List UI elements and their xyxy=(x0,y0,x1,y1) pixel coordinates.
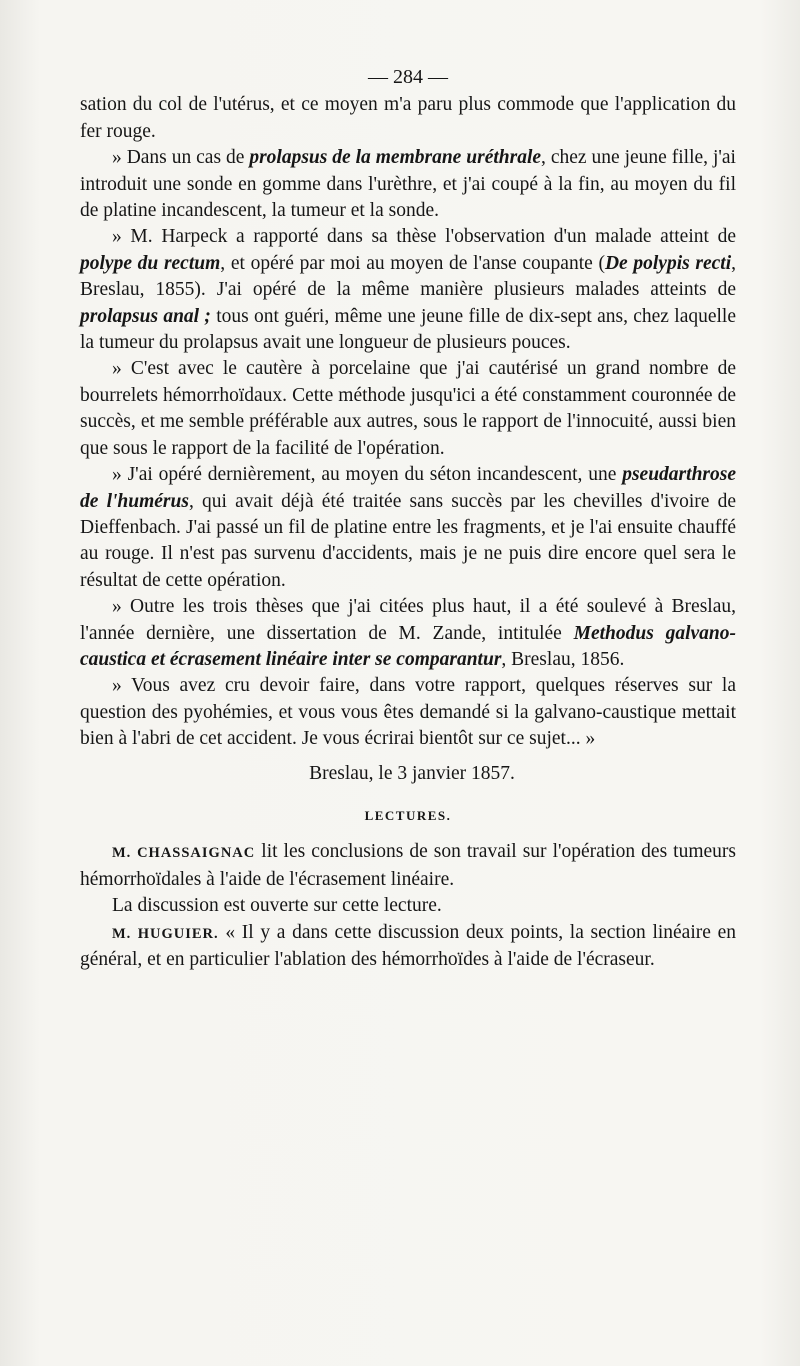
paragraph-1-text: sation du col de l'utérus, et ce moyen m'a paru plus commode que l'application du fer rouge. xyxy=(80,94,736,142)
paragraph-10-text: « Il y a dans cette discussion deux points, la section linéaire en général, et en particulier l'ablation des hémorrhoïdes à l'aide de l'écraseur. xyxy=(80,921,736,970)
paragraph-8 xyxy=(80,839,736,893)
paragraph-3-text-c: , Breslau, 1855). J'ai opéré de la même manière plusieurs malades atteints de xyxy=(80,252,736,301)
text-block xyxy=(80,64,736,973)
page-number: — 284 — xyxy=(368,66,448,88)
paragraph-3-text-b: , et opéré par moi au moyen de l'anse coupante ( xyxy=(220,252,605,274)
paragraph-3-text-a: » M. Harpeck a rapporté dans sa thèse l'observation d'un malade atteint de xyxy=(112,226,736,248)
paragraph-6-italic: Methodus galvano-caustica et écrasement linéaire inter se comparantur xyxy=(80,622,736,670)
signature: Breslau, le 3 janvier 1857. xyxy=(309,762,515,784)
paragraph-5-text-a: » J'ai opéré dernièrement, au moyen du séton incandescent, une xyxy=(112,464,623,486)
paragraph-2-text-b: , chez une jeune fille, j'ai introduit une sonde en gomme dans l'urèthre, et j'ai coupé à la fin, au moyen du fil de platine incandescent, la tumeur et la sonde. xyxy=(80,147,736,222)
paragraph-9-text: La discussion est ouverte sur cette lecture. xyxy=(112,895,442,917)
paragraph-9 xyxy=(80,893,736,919)
paragraph-6 xyxy=(80,594,736,673)
paragraph-5-italic: pseudarthrose de l'humérus xyxy=(80,464,736,512)
paragraph-6-text-b: , Breslau, 1856. xyxy=(501,648,625,670)
paragraph-3-italic-3: prolapsus anal ; xyxy=(80,305,211,327)
paragraph-8-text: lit les conclusions de son travail sur l'opération des tumeurs hémorrhoïdales à l'aide de l'écrasement linéaire. xyxy=(80,841,736,890)
paragraph-2-text-a: » Dans un cas de xyxy=(112,147,250,169)
paragraph-7 xyxy=(80,673,736,752)
speaker-name-huguier: M. HUGUIER. xyxy=(112,925,219,942)
paragraph-2 xyxy=(80,145,736,224)
paragraph-3-italic-2: De polypis recti xyxy=(604,252,732,274)
paragraph-3-italic-1: polype du rectum xyxy=(80,252,221,274)
paragraph-6-text-a: » Outre les trois thèses que j'ai citées plus haut, il a été soulevé à Breslau, l'année dernière, une dissertation de M. Zande, intitulée xyxy=(80,596,736,644)
section-heading: LECTURES. xyxy=(364,807,452,823)
paragraph-10 xyxy=(80,920,736,974)
paragraph-4-text: » C'est avec le cautère à porcelaine que j'ai cautérisé un grand nombre de bourrelets hémorrhoïdaux. Cette méthode jusqu'ici a été constamment couronnée de succès, et me semble préférable aux autres, sous le rapport de l'innocuité, aussi bien que sous le rapport de la facilité de l'opération. xyxy=(80,358,736,459)
paragraph-7-text: » Vous avez cru devoir faire, dans votre rapport, quelques réserves sur la question des pyohémies, et vous vous êtes demandé si la galvano-caustique mettait bien à l'abri de cet accident. Je vous écrirai bientôt sur ce sujet... » xyxy=(80,675,736,750)
paragraph-3-text-d: tous ont guéri, même une jeune fille de dix-sept ans, chez laquelle la tumeur du prolapsus avait une longueur de plusieurs pouces. xyxy=(80,305,736,354)
paragraph-2-italic: prolapsus de la membrane uréthrale xyxy=(249,147,542,169)
paragraph-1 xyxy=(80,92,736,145)
paragraph-5-text-b: , qui avait déjà été traitée sans succès par les chevilles d'ivoire de Dieffenbach. J'ai passé un fil de platine entre les fragments, et je l'ai ensuite chauffé au rouge. Il n'est pas survenu d'accidents, mais je ne puis dire encore quel sera le résultat de cette opération. xyxy=(80,490,737,591)
speaker-name-chassaignac: M. CHASSAIGNAC xyxy=(112,845,256,862)
paragraph-3 xyxy=(80,224,736,356)
paragraph-4 xyxy=(80,356,736,462)
paragraph-5 xyxy=(80,462,736,594)
